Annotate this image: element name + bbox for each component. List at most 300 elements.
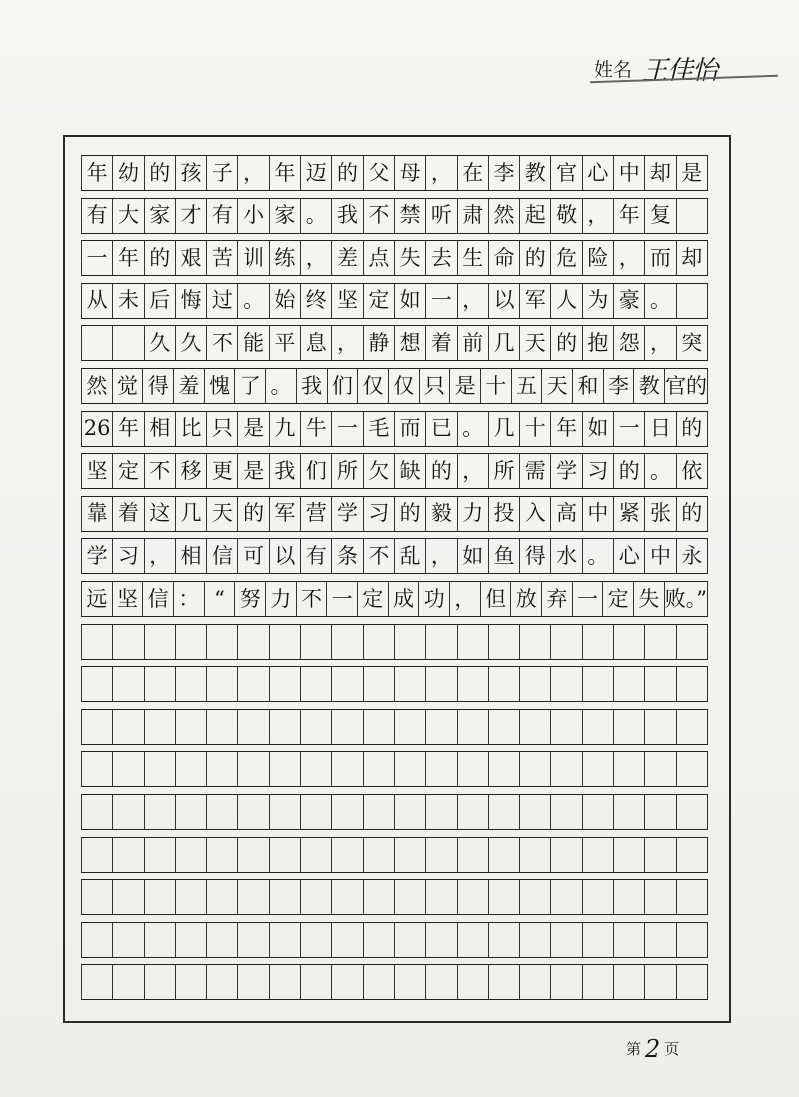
- grid-cell: 息: [300, 326, 331, 360]
- grid-cell: [112, 667, 143, 701]
- grid-cell: 心: [613, 539, 644, 573]
- grid-cell: 前: [457, 326, 488, 360]
- grid-cell: [206, 838, 237, 872]
- grid-cell: [237, 795, 268, 829]
- grid-cell: [237, 838, 268, 872]
- grid-cell: 险: [582, 241, 613, 275]
- grid-cell: 未: [112, 284, 143, 318]
- grid-cell: [519, 625, 550, 659]
- grid-cell: [644, 710, 675, 744]
- grid-cell: [269, 923, 300, 957]
- grid-cell: [488, 838, 519, 872]
- grid-cell: [613, 838, 644, 872]
- grid-cell: [519, 710, 550, 744]
- grid-cell: [550, 923, 581, 957]
- grid-cell: 年: [81, 156, 112, 190]
- grid-cell: 军: [269, 497, 300, 531]
- grid-cell: 鱼: [488, 539, 519, 573]
- grid-cell: 是: [449, 369, 480, 403]
- grid-cell: 营: [300, 497, 331, 531]
- grid-cell: [613, 625, 644, 659]
- grid-cell: [394, 667, 425, 701]
- grid-cell: 习: [112, 539, 143, 573]
- grid-row: [81, 794, 708, 830]
- grid-cell: [394, 880, 425, 914]
- grid-cell: 得: [142, 369, 173, 403]
- grid-cell: 几: [175, 497, 206, 531]
- grid-cell: 为: [582, 284, 613, 318]
- grid-cell: [175, 710, 206, 744]
- grid-cell: 五: [511, 369, 542, 403]
- grid-cell: [206, 667, 237, 701]
- grid-cell: 家: [269, 199, 300, 233]
- grid-cell: 的: [425, 454, 456, 488]
- grid-cell: [363, 880, 394, 914]
- grid-cell: [644, 965, 675, 999]
- grid-cell: [425, 625, 456, 659]
- grid-cell: 。: [644, 454, 675, 488]
- grid-cell: [112, 838, 143, 872]
- grid-cell: 然: [488, 199, 519, 233]
- grid-cell: [112, 965, 143, 999]
- grid-cell: [488, 752, 519, 786]
- grid-cell: [206, 880, 237, 914]
- grid-cell: [206, 752, 237, 786]
- grid-cell: [488, 880, 519, 914]
- grid-cell: 十: [480, 369, 511, 403]
- grid-row: [81, 538, 708, 574]
- grid-cell: [457, 880, 488, 914]
- grid-cell: 而: [644, 241, 675, 275]
- grid-cell: [644, 667, 675, 701]
- grid-cell: ，: [613, 241, 644, 275]
- grid-cell: 敬: [550, 199, 581, 233]
- grid-cell: [457, 838, 488, 872]
- grid-cell: 母: [394, 156, 425, 190]
- grid-cell: 觉: [112, 369, 143, 403]
- grid-cell: [331, 752, 362, 786]
- grid-cell: [457, 752, 488, 786]
- grid-cell: [488, 625, 519, 659]
- grid-cell: 定: [357, 582, 388, 616]
- grid-cell: [112, 326, 143, 360]
- grid-cell: 仅: [388, 369, 419, 403]
- grid-cell: [300, 667, 331, 701]
- grid-cell: 一: [613, 412, 644, 446]
- grid-cell: [81, 667, 112, 701]
- grid-cell: [550, 752, 581, 786]
- grid-cell: [582, 667, 613, 701]
- grid-cell: [550, 625, 581, 659]
- grid-cell: 是: [237, 412, 268, 446]
- grid-cell: ，: [144, 539, 175, 573]
- grid-cell: [206, 965, 237, 999]
- grid-cell: 过: [206, 284, 237, 318]
- grid-cell: 依: [676, 454, 708, 488]
- grid-cell: ，: [449, 582, 480, 616]
- grid-cell: [144, 923, 175, 957]
- grid-cell: 突: [676, 326, 708, 360]
- grid-cell: [613, 923, 644, 957]
- grid-cell: [237, 752, 268, 786]
- grid-cell: 以: [269, 539, 300, 573]
- grid-cell: ：: [173, 582, 204, 616]
- grid-cell: 投: [488, 497, 519, 531]
- grid-cell: 得: [519, 539, 550, 573]
- grid-cell: 定: [112, 454, 143, 488]
- page-number-value: 2: [645, 1035, 661, 1063]
- grid-cell: [331, 667, 362, 701]
- grid-cell: 。: [457, 412, 488, 446]
- grid-cell: [269, 838, 300, 872]
- grid-cell: 失: [394, 241, 425, 275]
- grid-cell: [331, 710, 362, 744]
- grid-cell: [394, 752, 425, 786]
- grid-cell: 坚: [331, 284, 362, 318]
- grid-cell: [144, 965, 175, 999]
- grid-cell: 人: [550, 284, 581, 318]
- grid-cell: [394, 625, 425, 659]
- grid-cell: [175, 667, 206, 701]
- grid-cell: 以: [488, 284, 519, 318]
- grid-cell: [175, 965, 206, 999]
- grid-cell: 李: [603, 369, 634, 403]
- grid-cell: 入: [519, 497, 550, 531]
- grid-cell: [81, 752, 112, 786]
- grid-cell: 一: [81, 241, 112, 275]
- grid-cell: 26: [81, 412, 112, 446]
- grid-cell: 欠: [363, 454, 394, 488]
- grid-row: [81, 666, 708, 702]
- grid-cell: 。: [265, 369, 296, 403]
- grid-cell: 静: [363, 326, 394, 360]
- grid-row: [81, 368, 708, 404]
- grid-cell: [488, 923, 519, 957]
- grid-cell: [613, 880, 644, 914]
- grid-cell: [457, 965, 488, 999]
- grid-cell: [582, 625, 613, 659]
- grid-row: [81, 453, 708, 489]
- grid-cell: 力: [265, 582, 296, 616]
- grid-cell: [269, 752, 300, 786]
- grid-cell: [112, 923, 143, 957]
- grid-cell: 定: [602, 582, 633, 616]
- grid-cell: [175, 752, 206, 786]
- grid-cell: ，: [300, 241, 331, 275]
- grid-row: [81, 496, 708, 532]
- grid-cell: 坚: [81, 454, 112, 488]
- grid-cell: 坚: [112, 582, 143, 616]
- grid-cell: 愧: [204, 369, 235, 403]
- grid-cell: 去: [425, 241, 456, 275]
- grid-cell: [175, 880, 206, 914]
- grid-cell: [363, 625, 394, 659]
- grid-cell: [425, 795, 456, 829]
- grid-cell: [144, 752, 175, 786]
- grid-cell: 年: [550, 412, 581, 446]
- grid-cell: ，: [644, 326, 675, 360]
- grid-cell: [519, 923, 550, 957]
- grid-cell: 牛: [300, 412, 331, 446]
- grid-cell: [144, 880, 175, 914]
- grid-cell: 平: [269, 326, 300, 360]
- grid-row: [81, 240, 708, 276]
- grid-cell: 训: [237, 241, 268, 275]
- grid-cell: [676, 795, 708, 829]
- grid-cell: [363, 795, 394, 829]
- grid-cell: [550, 667, 581, 701]
- grid-cell: 军: [519, 284, 550, 318]
- grid-cell: 的: [613, 454, 644, 488]
- grid-cell: [175, 625, 206, 659]
- grid-cell: 学: [550, 454, 581, 488]
- grid-cell: 终: [300, 284, 331, 318]
- grid-cell: [112, 880, 143, 914]
- grid-cell: [644, 838, 675, 872]
- grid-cell: [425, 880, 456, 914]
- grid-cell: 中: [644, 539, 675, 573]
- grid-cell: 毅: [425, 497, 456, 531]
- grid-cell: 命: [488, 241, 519, 275]
- grid-cell: [644, 752, 675, 786]
- grid-cell: 天: [519, 326, 550, 360]
- grid-cell: [331, 838, 362, 872]
- grid-cell: [613, 795, 644, 829]
- grid-cell: 功: [418, 582, 449, 616]
- grid-cell: 子: [206, 156, 237, 190]
- grid-cell: [237, 625, 268, 659]
- grid-cell: 的: [394, 497, 425, 531]
- grid-cell: [613, 965, 644, 999]
- grid-cell: 的: [237, 497, 268, 531]
- grid-cell: 小: [237, 199, 268, 233]
- grid-cell: 一: [572, 582, 603, 616]
- grid-cell: 一: [326, 582, 357, 616]
- grid-cell: 了: [234, 369, 265, 403]
- grid-cell: 我: [269, 454, 300, 488]
- grid-cell: 毛: [363, 412, 394, 446]
- grid-cell: 定: [363, 284, 394, 318]
- grid-cell: [300, 923, 331, 957]
- grid-cell: [363, 710, 394, 744]
- grid-cell: [488, 965, 519, 999]
- grid-cell: 艰: [175, 241, 206, 275]
- grid-cell: [425, 838, 456, 872]
- grid-cell: [613, 667, 644, 701]
- grid-cell: [300, 838, 331, 872]
- grid-cell: 。: [237, 284, 268, 318]
- grid-cell: [613, 710, 644, 744]
- grid-cell: 日: [644, 412, 675, 446]
- grid-cell: [331, 880, 362, 914]
- grid-cell: 几: [488, 326, 519, 360]
- grid-cell: 弃: [541, 582, 572, 616]
- grid-cell: [175, 795, 206, 829]
- grid-cell: 靠: [81, 497, 112, 531]
- grid-cell: [644, 625, 675, 659]
- grid-cell: 想: [394, 326, 425, 360]
- grid-cell: 的: [676, 412, 708, 446]
- grid-cell: [519, 838, 550, 872]
- grid-cell: [363, 923, 394, 957]
- grid-cell: [425, 667, 456, 701]
- grid-cell: 有: [206, 199, 237, 233]
- grid-cell: [676, 625, 708, 659]
- grid-cell: 的: [144, 241, 175, 275]
- grid-cell: 但: [480, 582, 511, 616]
- grid-cell: [550, 795, 581, 829]
- grid-row: [81, 581, 708, 617]
- grid-cell: [81, 965, 112, 999]
- grid-cell: [81, 880, 112, 914]
- grid-row: [81, 709, 708, 745]
- grid-cell: [269, 880, 300, 914]
- grid-cell: [394, 965, 425, 999]
- grid-row: [81, 325, 708, 361]
- grid-cell: “: [204, 582, 235, 616]
- grid-cell: 已: [425, 412, 456, 446]
- grid-cell: [582, 795, 613, 829]
- grid-cell: 从: [81, 284, 112, 318]
- grid-cell: [175, 838, 206, 872]
- grid-cell: 这: [144, 497, 175, 531]
- grid-cell: [144, 667, 175, 701]
- grid-cell: 复: [644, 199, 675, 233]
- grid-cell: 我: [331, 199, 362, 233]
- grid-cell: 年: [112, 412, 143, 446]
- grid-cell: 的: [331, 156, 362, 190]
- grid-cell: [676, 752, 708, 786]
- grid-cell: [81, 625, 112, 659]
- grid-cell: 久: [144, 326, 175, 360]
- grid-cell: 官: [550, 156, 581, 190]
- grid-cell: [425, 923, 456, 957]
- grid-cell: 不: [363, 539, 394, 573]
- grid-row: [81, 411, 708, 447]
- grid-cell: 力: [457, 497, 488, 531]
- grid-cell: [676, 965, 708, 999]
- grid-cell: [206, 710, 237, 744]
- grid-cell: 的: [550, 326, 581, 360]
- grid-cell: [676, 838, 708, 872]
- grid-cell: 然: [81, 369, 112, 403]
- grid-cell: 悔: [175, 284, 206, 318]
- grid-cell: [206, 923, 237, 957]
- grid-row: [81, 751, 708, 787]
- grid-cell: [582, 752, 613, 786]
- grid-cell: 不: [296, 582, 327, 616]
- grid-cell: ，: [457, 454, 488, 488]
- grid-cell: 的: [519, 241, 550, 275]
- grid-cell: 缺: [394, 454, 425, 488]
- grid-cell: [269, 710, 300, 744]
- grid-cell: 成: [388, 582, 419, 616]
- grid-cell: 着: [112, 497, 143, 531]
- grid-cell: 努: [234, 582, 265, 616]
- grid-cell: 幼: [112, 156, 143, 190]
- grid-cell: [363, 965, 394, 999]
- grid-cell: [300, 752, 331, 786]
- grid-cell: [550, 965, 581, 999]
- grid-cell: 一: [331, 412, 362, 446]
- grid-cell: [331, 625, 362, 659]
- grid-cell: [363, 838, 394, 872]
- grid-cell: [676, 923, 708, 957]
- grid-cell: [394, 795, 425, 829]
- grid-cell: [582, 838, 613, 872]
- grid-cell: 需: [519, 454, 550, 488]
- grid-cell: [457, 667, 488, 701]
- grid-cell: ，: [425, 156, 456, 190]
- grid-cell: 永: [676, 539, 708, 573]
- grid-cell: [112, 795, 143, 829]
- grid-cell: 有: [81, 199, 112, 233]
- grid-cell: 在: [457, 156, 488, 190]
- grid-cell: [550, 880, 581, 914]
- grid-cell: [237, 710, 268, 744]
- grid-row: [81, 964, 708, 1000]
- grid-cell: [676, 284, 708, 318]
- grid-cell: 天: [541, 369, 572, 403]
- grid-cell: 不: [206, 326, 237, 360]
- grid-cell: 是: [237, 454, 268, 488]
- grid-cell: [269, 795, 300, 829]
- grid-cell: [206, 795, 237, 829]
- grid-cell: 而: [394, 412, 425, 446]
- grid-cell: 几: [488, 412, 519, 446]
- grid-cell: [237, 667, 268, 701]
- grid-cell: 更: [206, 454, 237, 488]
- grid-row: [81, 837, 708, 873]
- grid-cell: [550, 838, 581, 872]
- grid-cell: [363, 667, 394, 701]
- grid-cell: [676, 667, 708, 701]
- grid-cell: [457, 795, 488, 829]
- grid-cell: 久: [175, 326, 206, 360]
- grid-cell: 教: [633, 369, 664, 403]
- grid-cell: [81, 923, 112, 957]
- grid-cell: [300, 795, 331, 829]
- grid-row: [81, 922, 708, 958]
- grid-cell: 相: [144, 412, 175, 446]
- grid-cell: 危: [550, 241, 581, 275]
- grid-cell: [519, 752, 550, 786]
- grid-cell: [457, 710, 488, 744]
- grid-cell: 年: [613, 199, 644, 233]
- grid-cell: 着: [425, 326, 456, 360]
- grid-cell: [457, 923, 488, 957]
- grid-cell: 。: [582, 539, 613, 573]
- grid-cell: [457, 625, 488, 659]
- grid-cell: 天: [206, 497, 237, 531]
- grid-cell: 怨: [613, 326, 644, 360]
- grid-cell: 教: [519, 156, 550, 190]
- grid-cell: 起: [519, 199, 550, 233]
- grid-cell: 苦: [206, 241, 237, 275]
- grid-cell: 高: [550, 497, 581, 531]
- grid-cell: [488, 667, 519, 701]
- grid-cell: [425, 752, 456, 786]
- grid-cell: [144, 625, 175, 659]
- grid-cell: 心: [582, 156, 613, 190]
- grid-cell: 远: [81, 582, 112, 616]
- grid-cell: [331, 965, 362, 999]
- grid-cell: 豪: [613, 284, 644, 318]
- grid-row: [81, 624, 708, 660]
- grid-cell: 所: [488, 454, 519, 488]
- page-number: [626, 1032, 680, 1063]
- grid-cell: 十: [519, 412, 550, 446]
